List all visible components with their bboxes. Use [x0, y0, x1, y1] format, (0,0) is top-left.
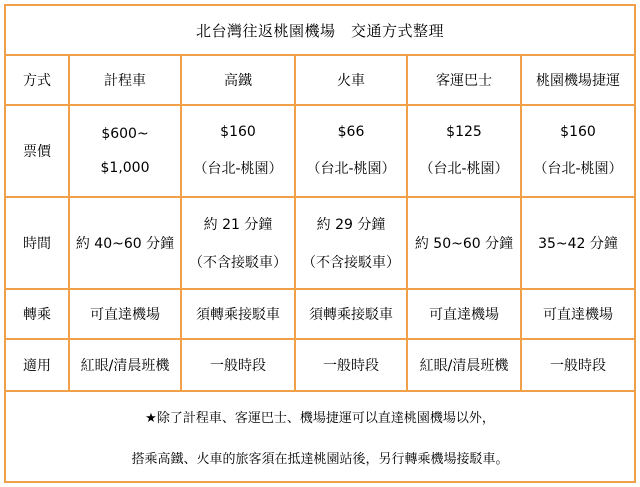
use-label: 適用 [6, 340, 70, 390]
transfer-label: 轉乘 [6, 290, 70, 338]
time-value: 約 21 分鐘 [203, 217, 273, 233]
time-hsr [182, 198, 296, 288]
transfer-row [6, 290, 634, 340]
use-taxi: 紅眼/清晨班機 [70, 340, 182, 390]
transport-table [4, 4, 636, 483]
price-hsr [182, 106, 296, 196]
price-row [6, 106, 634, 198]
use-hsr: 一般時段 [182, 340, 296, 390]
price-note: $1,000 [100, 160, 150, 176]
transfer-train: 須轉乘接駁車 [296, 290, 408, 338]
price-note: （台北-桃園） [533, 161, 623, 177]
header-mrt: 桃園機場捷運 [536, 73, 620, 89]
header-bus: 客運巴士 [408, 56, 522, 104]
time-row [6, 198, 634, 290]
price-taxi [70, 106, 182, 196]
time-value: 約 50~60 分鐘 [414, 236, 514, 252]
use-train: 一般時段 [296, 340, 408, 390]
time-note: （不含接駁車） [302, 255, 400, 271]
price-value: $600~ [101, 126, 149, 142]
price-mrt [522, 106, 634, 196]
use-bus: 紅眼/清晨班機 [408, 340, 522, 390]
price-note: （台北-桃園） [419, 161, 509, 177]
header-row [6, 56, 634, 106]
transfer-taxi: 可直達機場 [70, 290, 182, 338]
price-value: $125 [446, 124, 482, 140]
transfer-hsr: 須轉乘接駁車 [182, 290, 296, 338]
use-mrt: 一般時段 [550, 358, 606, 374]
price-note: （台北-桃園） [306, 161, 396, 177]
time-label: 時間 [6, 198, 70, 288]
header-train: 火車 [296, 56, 408, 104]
time-train [296, 198, 408, 288]
transfer-mrt: 可直達機場 [543, 307, 613, 323]
price-train [296, 106, 408, 196]
table-title: 北台灣往返桃園機場 交通方式整理 [6, 6, 634, 56]
header-hsr: 高鐵 [182, 56, 296, 104]
footnote-line-1: ★除了計程車、客運巴士、機場捷運可以直達桃園機場以外， [145, 410, 495, 426]
time-value: 約 40~60 分鐘 [75, 236, 175, 252]
price-value: $160 [560, 124, 596, 140]
time-value: 約 29 分鐘 [316, 217, 386, 233]
price-value: $66 [337, 124, 365, 140]
use-row [6, 340, 634, 392]
time-taxi [70, 198, 182, 288]
header-taxi: 計程車 [70, 56, 182, 104]
time-mrt [522, 198, 634, 288]
header-label: 方式 [6, 56, 70, 104]
price-label: 票價 [6, 106, 70, 196]
time-value: 35~42 分鐘 [538, 236, 618, 252]
footnote-line-2: 搭乘高鐵、火車的旅客須在抵達桃園站後，另行轉乘機場接駁車。 [131, 451, 509, 467]
time-bus [408, 198, 522, 288]
time-note: （不含接駁車） [189, 255, 287, 271]
footnote [6, 392, 634, 481]
transfer-bus: 可直達機場 [408, 290, 522, 338]
price-note: （台北-桃園） [193, 161, 283, 177]
price-bus [408, 106, 522, 196]
price-value: $160 [220, 124, 256, 140]
